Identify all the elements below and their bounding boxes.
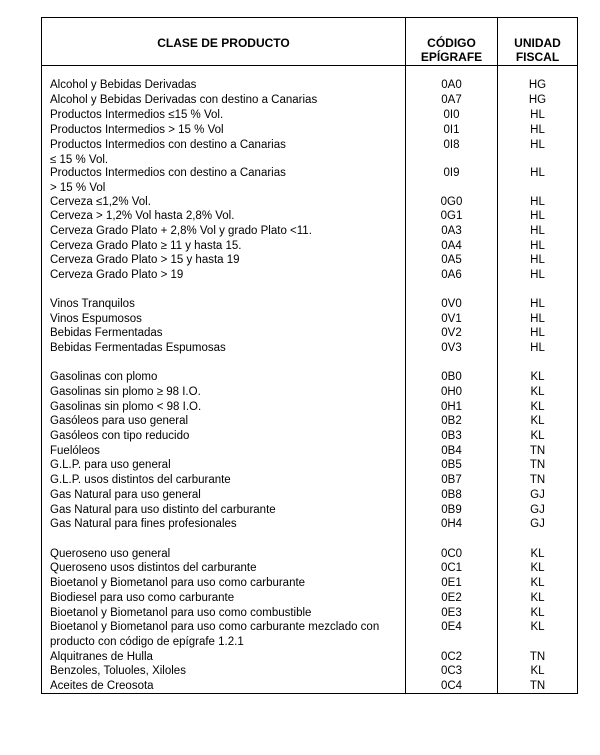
product-name: Bioetanol y Biometanol para uso como carburante mezclado con producto con código de epígrafe 1.2.1 <box>50 621 380 648</box>
epigraph-code: 0E1 <box>441 577 462 589</box>
fiscal-unit: HL <box>530 269 545 281</box>
fiscal-unit: HL <box>530 240 545 252</box>
product-name: Cerveza Grado Plato ≥ 11 y hasta 15. <box>50 240 242 252</box>
product-name: Gas Natural para fines profesionales <box>50 518 237 530</box>
epigraph-code: 0V3 <box>441 342 462 354</box>
product-name: G.L.P. usos distintos del carburante <box>50 474 231 486</box>
fiscal-unit: KL <box>530 665 545 677</box>
product-name: Gasolinas con plomo <box>50 371 158 383</box>
fiscal-unit: TN <box>529 680 546 692</box>
product-name: Gasóleos para uso general <box>50 415 189 427</box>
epigraph-code: 0B0 <box>441 371 462 383</box>
epigraph-code: 0I9 <box>443 167 460 179</box>
fiscal-unit: HL <box>530 210 545 222</box>
fiscal-unit: KL <box>530 577 545 589</box>
epigraph-code: 0E3 <box>441 607 462 619</box>
product-name: Cerveza Grado Plato > 19 <box>50 269 184 281</box>
epigraph-code: 0C1 <box>440 562 463 574</box>
product-name: Gasolinas sin plomo < 98 I.O. <box>50 401 202 413</box>
product-name: Alcohol y Bebidas Derivadas con destino a Canarias <box>50 94 318 106</box>
product-name: Bebidas Fermentadas Espumosas <box>50 342 226 354</box>
fiscal-unit: HL <box>530 298 545 310</box>
fiscal-unit: TN <box>529 459 546 471</box>
product-name: Cerveza Grado Plato > 15 y hasta 19 <box>50 254 240 266</box>
epigraph-code: 0V1 <box>441 313 462 325</box>
product-name: Productos Intermedios > 15 % Vol <box>50 124 224 136</box>
product-name: Bioetanol y Biometanol para uso como combustible <box>50 607 312 619</box>
fiscal-unit: HL <box>530 327 545 339</box>
epigraph-code: 0C2 <box>440 651 463 663</box>
fiscal-unit: HL <box>530 109 545 121</box>
fiscal-unit: HL <box>530 196 545 208</box>
epigraph-code: 0A3 <box>441 225 462 237</box>
epigraph-code: 0V0 <box>441 298 462 310</box>
product-name: Bebidas Fermentadas <box>50 327 163 339</box>
fiscal-unit: KL <box>530 548 545 560</box>
fiscal-unit: TN <box>529 445 546 457</box>
header-unit-line2: FISCAL <box>515 50 560 64</box>
epigraph-code: 0A0 <box>441 79 462 91</box>
epigraph-code: 0H1 <box>440 401 463 413</box>
header-product: CLASE DE PRODUCTO <box>157 36 290 50</box>
epigraph-code: 0B3 <box>441 430 462 442</box>
epigraph-code: 0I0 <box>443 109 460 121</box>
product-name: Aceites de Creosota <box>50 680 154 692</box>
product-name: Productos Intermedios ≤15 % Vol. <box>50 109 224 121</box>
epigraph-code: 0B9 <box>441 504 462 516</box>
product-name: Biodiesel para uso como carburante <box>50 592 235 604</box>
product-name: Cerveza Grado Plato + 2,8% Vol y grado Plato <11. <box>50 225 312 237</box>
epigraph-code: 0C0 <box>440 548 463 560</box>
fiscal-unit: KL <box>530 401 545 413</box>
epigraph-code: 0G0 <box>440 196 463 208</box>
fiscal-unit: HL <box>530 342 545 354</box>
epigraph-code: 0H4 <box>440 518 463 530</box>
header-unit-line1: UNIDAD <box>514 36 561 50</box>
epigraph-code: 0A7 <box>441 94 462 106</box>
header-divider <box>42 65 577 66</box>
fiscal-unit: HL <box>530 139 545 151</box>
epigraph-code: 0V2 <box>441 327 462 339</box>
product-name: Cerveza ≤1,2% Vol. <box>50 196 151 208</box>
epigraph-code: 0B7 <box>441 474 462 486</box>
product-name: Alquitranes de Hulla <box>50 651 153 663</box>
epigraph-code: 0I8 <box>443 139 460 151</box>
fiscal-unit: HL <box>530 254 545 266</box>
fiscal-unit: GJ <box>530 518 545 530</box>
fiscal-unit: HL <box>530 167 545 179</box>
fiscal-unit: HL <box>530 313 545 325</box>
product-name: Cerveza > 1,2% Vol hasta 2,8% Vol. <box>50 210 235 222</box>
product-name: Gas Natural para uso distinto del carburante <box>50 504 276 516</box>
fiscal-unit: KL <box>530 607 545 619</box>
fiscal-unit: TN <box>529 474 546 486</box>
fiscal-unit: KL <box>530 430 545 442</box>
epigraph-code: 0C4 <box>440 680 463 692</box>
epigraph-code: 0A4 <box>441 240 462 252</box>
fiscal-unit: GJ <box>530 504 545 516</box>
product-name: Gasóleos con tipo reducido <box>50 430 190 442</box>
epigraph-code: 0E4 <box>441 621 462 633</box>
product-name: Productos Intermedios con destino a Canarias > 15 % Vol <box>50 167 286 194</box>
epigraph-code: 0G1 <box>440 210 463 222</box>
fiscal-unit: KL <box>530 592 545 604</box>
product-name: Alcohol y Bebidas Derivadas <box>50 79 197 91</box>
fiscal-unit: HG <box>528 94 547 106</box>
product-name: Benzoles, Toluoles, Xiloles <box>50 665 186 677</box>
product-name: G.L.P. para uso general <box>50 459 171 471</box>
fiscal-unit: KL <box>530 621 545 633</box>
fiscal-unit: KL <box>530 415 545 427</box>
fiscal-unit: HL <box>530 225 545 237</box>
product-name: Queroseno uso general <box>50 548 171 560</box>
epigraph-code: 0B2 <box>441 415 462 427</box>
product-name: Gasolinas sin plomo ≥ 98 I.O. <box>50 386 201 398</box>
product-name: Vinos Tranquilos <box>50 298 135 310</box>
epigraph-code: 0B5 <box>441 459 462 471</box>
fiscal-unit: TN <box>529 651 546 663</box>
epigraph-code: 0A6 <box>441 269 462 281</box>
fiscal-unit: HL <box>530 124 545 136</box>
product-name: Gas Natural para uso general <box>50 489 201 501</box>
header-code-line2: EPÍGRAFE <box>420 50 483 64</box>
fiscal-unit: KL <box>530 562 545 574</box>
product-name: Productos Intermedios con destino a Canarias ≤ 15 % Vol. <box>50 139 286 166</box>
product-table <box>41 17 578 694</box>
header-code-line1: CÓDIGO <box>427 36 476 50</box>
product-name: Bioetanol y Biometanol para uso como carburante <box>50 577 306 589</box>
fiscal-unit: KL <box>530 371 545 383</box>
epigraph-code: 0I1 <box>443 124 460 136</box>
fiscal-unit: GJ <box>530 489 545 501</box>
product-name: Queroseno usos distintos del carburante <box>50 562 257 574</box>
product-name: Vinos Espumosos <box>50 313 142 325</box>
product-name: Fuelóleos <box>50 445 100 457</box>
epigraph-code: 0B4 <box>441 445 462 457</box>
epigraph-code: 0A5 <box>441 254 462 266</box>
epigraph-code: 0H0 <box>440 386 463 398</box>
epigraph-code: 0E2 <box>441 592 462 604</box>
epigraph-code: 0B8 <box>441 489 462 501</box>
fiscal-unit: KL <box>530 386 545 398</box>
fiscal-unit: HG <box>528 79 547 91</box>
epigraph-code: 0C3 <box>440 665 463 677</box>
